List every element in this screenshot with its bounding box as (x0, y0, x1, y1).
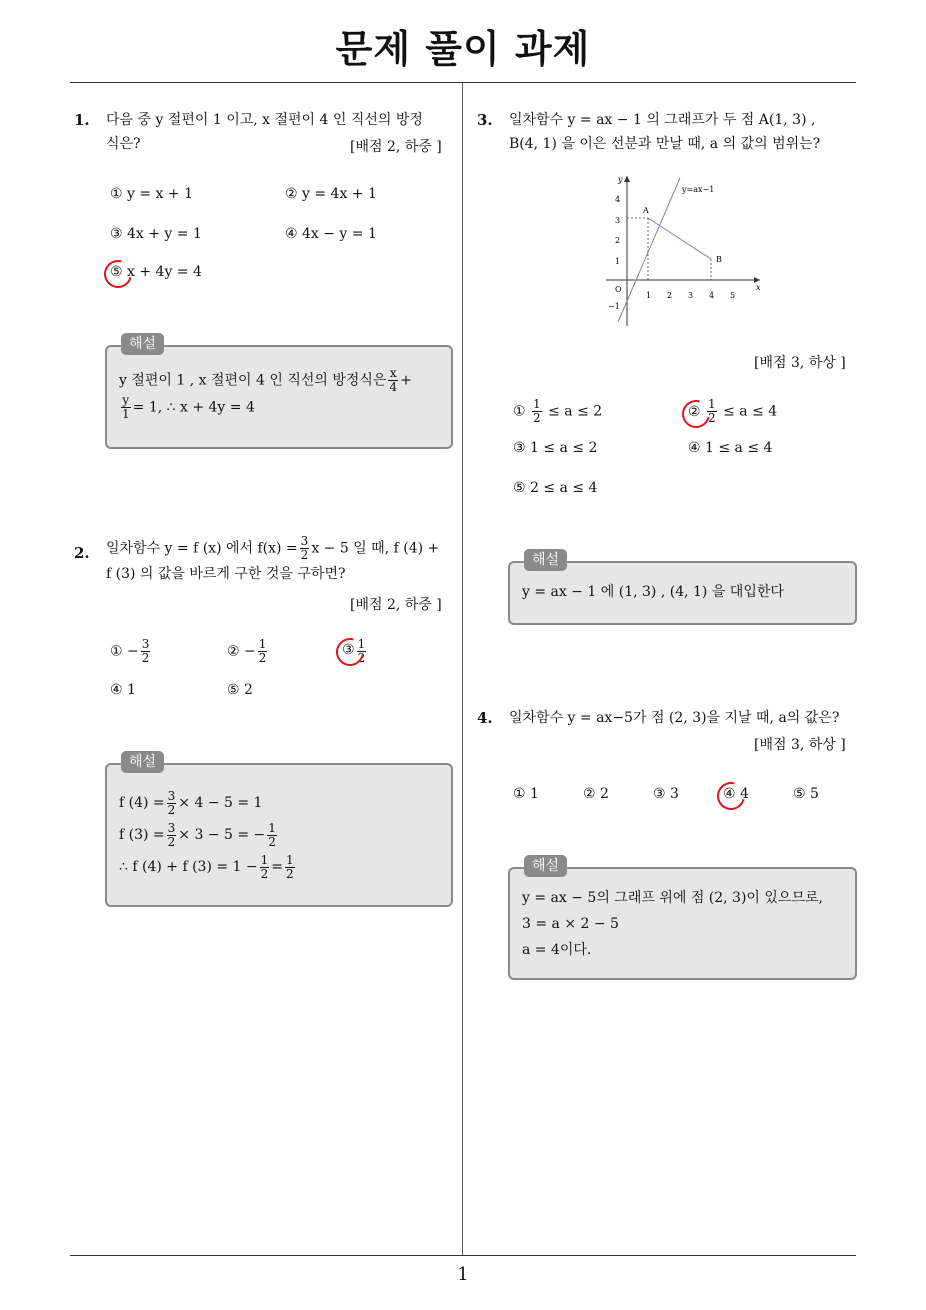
choice-1[interactable]: ① $\frac{1}{2}$ ≤ a ≤ 2 (513, 397, 603, 425)
x-tick-label: 5 (730, 291, 736, 300)
question-text: 일차함수 y = ax − 1 의 그래프가 두 점 A(1, 3) , B(4, 1) 을 이은 선분과 만날 때, a 의 값의 범위는? (509, 112, 821, 152)
question-2 (74, 535, 458, 591)
choice-5[interactable]: ⑤ x + 4y = 4 (110, 264, 202, 280)
choice-3[interactable]: ③ 4x + y = 1 (110, 226, 202, 242)
fraction: $\frac{1}{2}$ (357, 637, 366, 665)
y-tick-label: 4 (615, 195, 621, 204)
choice-4[interactable]: ④ 1 ≤ a ≤ 4 (688, 440, 773, 456)
fraction: $\frac{3}{2}$ (167, 788, 176, 817)
question-text: 일차함수 y = f (x) 에서 f(x) = $\frac{3}{2}$ x − 5 일 때, f (4) + f (3) 의 값을 바르게 구한 것을 구하면? (106, 534, 440, 582)
choice-2[interactable]: ② − $\frac{1}{2}$ (227, 637, 267, 665)
y-tick-label: 3 (615, 216, 621, 225)
question-number: 4. (477, 709, 493, 727)
x-tick-label: 2 (667, 291, 673, 300)
question-number: 1. (74, 111, 90, 129)
question-line: 식은? (106, 136, 141, 152)
solution-label: 해설 (524, 549, 567, 571)
column-divider (462, 83, 463, 1255)
x-tick-label: 1 (646, 291, 652, 300)
origin-label: O (615, 285, 622, 294)
choice-5[interactable]: ⑤ 5 (793, 786, 819, 802)
choice-3[interactable] (342, 638, 368, 665)
x-tick-label: 3 (688, 291, 694, 300)
question-line: 다음 중 y 절편이 1 이고, x 절편이 4 인 직선의 방정 (106, 112, 423, 128)
x-axis-label: x (756, 283, 761, 292)
fraction: $\frac{1}{2}$ (268, 820, 276, 849)
point-b-label: B (716, 255, 722, 264)
solution-label: 해설 (121, 751, 164, 773)
choice-2[interactable]: ② 2 (583, 786, 609, 802)
page-number: 1 (457, 1264, 469, 1285)
score-info: [배점 2, 하중 ] (350, 139, 442, 155)
x-tick-label: 4 (709, 291, 715, 300)
choice-3[interactable]: ③ 3 (653, 786, 679, 802)
choice-4[interactable]: ④ 4 (723, 786, 749, 802)
fraction: $\frac{3}{2}$ (300, 534, 309, 562)
solution-box (508, 858, 857, 980)
fraction: $\frac{3}{2}$ (167, 820, 176, 849)
fraction: $\frac{x}{4}$ (389, 366, 398, 394)
fraction: $\frac{1}{2}$ (708, 397, 716, 425)
choice-2[interactable]: ② y = 4x + 1 (285, 186, 377, 202)
solution-text: y = ax − 5의 그래프 위에 점 (2, 3)이 있으므로, 3 = a × 2 − 5 a = 4이다. (522, 890, 823, 958)
red-circle-icon (712, 777, 750, 815)
selected-answer-mark: ② (688, 404, 701, 420)
line-label: y=ax−1 (682, 185, 715, 194)
solution-text: f (4) = $\frac{3}{2}$ × 4 − 5 = 1 f (3) = $\frac{3}{2}$ × 3 − 5 = − $\frac{1}{2}$ ∴ f (4) + f (3) = 1 − $\frac{1}{2}$ = $\frac{1}{2}$ (119, 788, 294, 881)
top-rule (70, 82, 856, 83)
question-4 (477, 706, 861, 734)
solution-label: 해설 (524, 855, 567, 877)
fraction: $\frac{3}{2}$ (141, 637, 150, 665)
y-tick-label: −1 (608, 302, 620, 311)
y-axis-arrow (624, 176, 630, 182)
choice-1[interactable]: ① − $\frac{3}{2}$ (110, 637, 150, 665)
y-axis-label: y (618, 175, 623, 184)
choice-4[interactable]: ④ 1 (110, 682, 136, 698)
choice-5[interactable]: ⑤ 2 ≤ a ≤ 4 (513, 480, 598, 496)
segment-ab (648, 218, 711, 259)
page-title: 문제 풀이 과제 (335, 27, 591, 71)
score-info: [배점 3, 하상 ] (754, 355, 846, 371)
choice-3[interactable]: ③ 1 ≤ a ≤ 2 (513, 440, 598, 456)
choice-1[interactable]: ① 1 (513, 786, 539, 802)
solution-label: 해설 (121, 333, 164, 355)
point-a-label: A (643, 206, 649, 215)
solution-box (105, 336, 453, 449)
question-number: 3. (477, 111, 493, 129)
question-3 (477, 108, 861, 164)
choice-2[interactable]: ② $\frac{1}{2}$ ≤ a ≤ 4 (688, 398, 777, 425)
y-tick-label: 2 (615, 236, 621, 245)
coordinate-graph (598, 170, 768, 330)
selected-answer-mark: ④ (723, 786, 736, 802)
red-circle-icon (99, 255, 137, 293)
y-tick-label: 1 (615, 257, 621, 266)
solution-text: y = ax − 1 에 (1, 3) , (4, 1) 을 대입한다 (522, 584, 784, 600)
solution-text: y 절편이 1 , x 절편이 4 인 직선의 방정식은 $\frac{x}{4}$ + $\frac{y}{1}$ = 1, ∴ x + 4y = 4 (119, 366, 412, 421)
bottom-rule (70, 1255, 856, 1256)
score-info: [배점 3, 하상 ] (754, 737, 846, 753)
choice-5[interactable]: ⑤ 2 (227, 682, 253, 698)
fraction: $\frac{1}{2}$ (258, 637, 267, 665)
score-info: [배점 2, 하중 ] (350, 597, 442, 613)
fraction: $\frac{y}{1}$ (122, 393, 130, 421)
fraction: $\frac{1}{2}$ (533, 397, 541, 425)
selected-answer-mark: ③ (342, 642, 355, 658)
choice-4[interactable]: ④ 4x − y = 1 (285, 226, 377, 242)
solution-box (105, 754, 453, 907)
fraction: $\frac{1}{2}$ (286, 852, 294, 881)
question-number: 2. (74, 544, 90, 562)
selected-answer-mark: ⑤ (110, 264, 123, 280)
choice-1[interactable]: ① y = x + 1 (110, 186, 193, 202)
solution-box (508, 552, 857, 625)
fraction: $\frac{1}{2}$ (260, 852, 269, 881)
question-text: 일차함수 y = ax−5가 점 (2, 3)을 지날 때, a의 값은? (509, 710, 840, 726)
